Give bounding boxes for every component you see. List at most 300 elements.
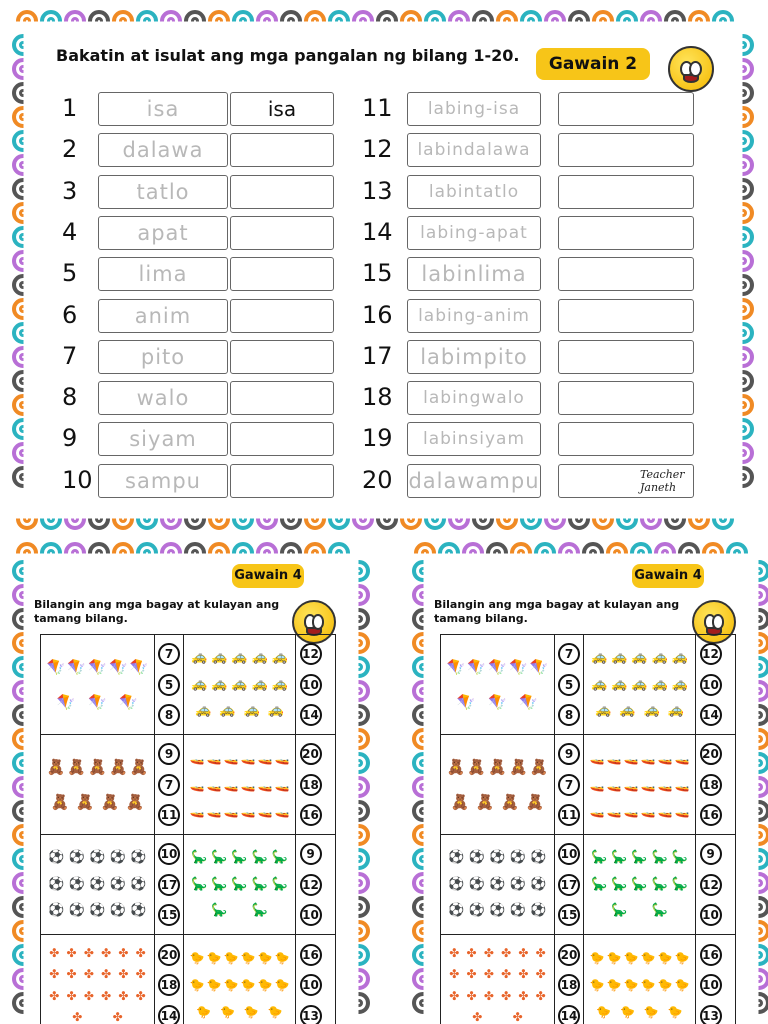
worksheet-gawain-4-left [28, 560, 346, 1024]
answer-choice-circle[interactable]: 7 [558, 774, 580, 796]
boat-icon: 🚤 [223, 750, 239, 765]
border-col-right [732, 34, 754, 506]
rainbow-arc-icon [12, 872, 34, 894]
rainbow-arc-icon [592, 508, 614, 530]
write-answer-box[interactable] [230, 257, 334, 291]
trace-word-box: labing-apat [407, 216, 541, 250]
counting-row [441, 735, 735, 835]
answer-choices [696, 835, 725, 934]
rainbow-arc-icon [726, 542, 748, 564]
boat-icon: 🚤 [189, 750, 205, 765]
border-col-left [12, 34, 34, 506]
number-label: 14 [362, 217, 393, 246]
rainbow-arc-icon [412, 848, 434, 870]
answer-choices [296, 835, 325, 934]
teddy-bear-icon: 🧸 [529, 757, 549, 776]
boat-icon: 🚤 [257, 777, 273, 792]
rainbow-arc-icon [448, 10, 470, 32]
answer-choice-circle[interactable]: 11 [158, 804, 180, 826]
rainbow-arc-icon [64, 10, 86, 32]
write-answer-box[interactable] [230, 216, 334, 250]
write-answer-box[interactable] [230, 340, 334, 374]
car-icon: 🚕 [591, 676, 608, 692]
answer-choice-circle[interactable]: 10 [300, 974, 322, 996]
duck-icon: 🐤 [240, 978, 256, 992]
fidget-spinner-icon: ✤ [466, 967, 477, 982]
fidget-spinner-icon: ✤ [483, 967, 494, 982]
rainbow-arc-icon [12, 608, 34, 630]
write-answer-box[interactable] [230, 381, 334, 415]
rainbow-arc-icon [256, 10, 278, 32]
dinosaur-icon: 🦕 [251, 903, 268, 919]
answer-choice-circle[interactable]: 16 [300, 944, 322, 966]
write-answer-box[interactable] [230, 422, 334, 456]
worksheet-gawain-2 [40, 34, 716, 508]
number-label: 2 [62, 135, 78, 164]
ball-icon: ⚽ [448, 903, 465, 919]
duck-icon: 🐤 [257, 978, 273, 992]
answer-choices [296, 935, 325, 1024]
number-label: 9 [62, 424, 78, 453]
ball-icon: ⚽ [48, 849, 65, 865]
rainbow-arc-icon [732, 154, 754, 176]
rainbow-arc-icon [412, 872, 434, 894]
answer-choice-circle[interactable]: 16 [700, 804, 722, 826]
rainbow-arc-icon [732, 466, 754, 488]
rainbow-arc-icon [748, 776, 768, 798]
ball-picture-group [441, 835, 555, 934]
rainbow-arc-icon [664, 10, 686, 32]
duck-picture-group [184, 935, 296, 1024]
trace-word-box: dalawampu [407, 464, 541, 498]
rainbow-arc-icon [112, 10, 134, 32]
rainbow-arc-icon [348, 752, 370, 774]
border-col-right [348, 560, 370, 1024]
rainbow-arc-icon [232, 10, 254, 32]
rainbow-arc-icon [12, 298, 34, 320]
duck-icon: 🐤 [220, 1005, 236, 1019]
boat-icon: 🚤 [240, 777, 256, 792]
boat-icon: 🚤 [606, 804, 622, 819]
fidget-spinner-icon: ✤ [535, 945, 546, 960]
answer-choice-circle[interactable]: 20 [700, 743, 722, 765]
duck-icon: 🐤 [240, 951, 256, 965]
teddy-bear-icon: 🧸 [500, 793, 520, 812]
ball-icon: ⚽ [130, 903, 147, 919]
fidget-spinner-icon: ✤ [83, 945, 94, 960]
rainbow-arc-icon [412, 800, 434, 822]
answer-choice-circle[interactable]: 9 [300, 843, 322, 865]
rainbow-arc-icon [328, 508, 350, 530]
answer-choice-circle[interactable]: 17 [158, 874, 180, 896]
counting-row [441, 635, 735, 735]
kite-icon: 🪁 [46, 657, 66, 676]
rainbow-arc-icon [732, 346, 754, 368]
write-answer-box[interactable] [558, 216, 694, 250]
duck-icon: 🐤 [243, 1005, 259, 1019]
duck-icon: 🐤 [189, 951, 205, 965]
rainbow-arc-icon [12, 920, 34, 942]
ball-icon: ⚽ [509, 903, 527, 919]
fidget-spinner-icon: ✤ [72, 1010, 83, 1024]
teddy-bear-picture-group [41, 735, 155, 834]
write-answer-box[interactable] [558, 340, 694, 374]
teddy-bear-icon: 🧸 [467, 757, 486, 776]
answer-choice-circle[interactable]: 12 [700, 874, 722, 896]
rainbow-arc-icon [732, 130, 754, 152]
teddy-bear-icon: 🧸 [525, 793, 545, 812]
boat-icon: 🚤 [274, 750, 290, 765]
border-col-left [412, 560, 434, 1024]
number-label: 11 [362, 94, 393, 122]
ball-icon: ⚽ [109, 903, 127, 919]
teddy-bear-icon: 🧸 [508, 757, 528, 776]
answer-choice-circle[interactable]: 5 [158, 674, 180, 696]
fidget-spinner-picture-group [441, 935, 555, 1024]
kite-icon: 🪁 [467, 657, 486, 676]
answer-choice-circle[interactable]: 18 [700, 774, 722, 796]
rainbow-arc-icon [412, 656, 434, 678]
write-answer-box[interactable] [230, 175, 334, 209]
dinosaur-picture-group [184, 835, 296, 934]
boat-icon: 🚤 [589, 804, 605, 819]
write-answer-box[interactable] [558, 133, 694, 167]
ball-icon: ⚽ [468, 849, 486, 865]
answer-choice-circle[interactable]: 9 [558, 743, 580, 765]
write-answer-box[interactable] [558, 257, 694, 291]
rainbow-arc-icon [136, 542, 158, 564]
rainbow-arc-icon [12, 656, 34, 678]
rainbow-arc-icon [520, 508, 542, 530]
rainbow-arc-icon [732, 106, 754, 128]
car-icon: 🚕 [211, 649, 228, 665]
trace-word-box: isa [98, 92, 228, 126]
rainbow-arc-icon [12, 632, 34, 654]
answer-choice-circle[interactable]: 10 [158, 843, 180, 865]
ball-icon: ⚽ [448, 849, 465, 865]
fidget-spinner-icon: ✤ [535, 988, 546, 1003]
counting-grid [40, 634, 336, 1024]
duck-icon: 🐤 [667, 1005, 683, 1019]
duck-icon: 🐤 [674, 978, 690, 992]
answer-choice-circle[interactable]: 20 [300, 743, 322, 765]
answer-choice-circle[interactable]: 8 [558, 704, 580, 726]
answer-choice-circle[interactable]: 11 [558, 804, 580, 826]
car-icon: 🚕 [643, 703, 660, 719]
dinosaur-picture-group [584, 835, 696, 934]
rainbow-arc-icon [748, 968, 768, 990]
answer-choice-circle[interactable]: 9 [158, 743, 180, 765]
dinosaur-icon: 🦕 [591, 876, 608, 892]
teddy-bear-icon: 🧸 [75, 793, 95, 812]
rainbow-arc-icon [348, 800, 370, 822]
answer-choice-circle[interactable]: 7 [158, 774, 180, 796]
rainbow-arc-icon [544, 508, 566, 530]
kite-icon: 🪁 [446, 657, 466, 676]
boat-icon: 🚤 [674, 750, 690, 765]
car-icon: 🚕 [271, 649, 288, 665]
trace-word-box: pito [98, 340, 228, 374]
rainbow-arc-icon [12, 250, 34, 272]
boat-icon: 🚤 [240, 804, 256, 819]
trace-word-box: labindalawa [407, 133, 541, 167]
rainbow-arc-icon [328, 542, 350, 564]
car-icon: 🚕 [231, 676, 248, 692]
worksheet-instruction: Bakatin at isulat ang mga pangalan ng bilang 1-20. [56, 46, 520, 65]
number-label: 4 [62, 217, 78, 246]
rainbow-arc-icon [348, 656, 370, 678]
rainbow-arc-icon [412, 728, 434, 750]
rainbow-arc-icon [748, 848, 768, 870]
ball-icon: ⚽ [489, 849, 506, 865]
ball-icon: ⚽ [89, 876, 106, 892]
rainbow-arc-icon [496, 508, 518, 530]
rainbow-arc-icon [12, 154, 34, 176]
rainbow-arc-icon [348, 728, 370, 750]
rainbow-arc-icon [12, 322, 34, 344]
rainbow-arc-icon [12, 274, 34, 296]
answer-choice-circle[interactable]: 10 [300, 674, 322, 696]
answer-choice-circle[interactable]: 15 [558, 904, 580, 926]
write-answer-box[interactable] [558, 299, 694, 333]
fidget-spinner-icon: ✤ [535, 967, 546, 982]
rainbow-arc-icon [256, 542, 278, 564]
write-answer-box[interactable] [230, 133, 334, 167]
duck-icon: 🐤 [674, 951, 690, 965]
rainbow-arc-icon [160, 508, 182, 530]
rainbow-arc-icon [582, 542, 604, 564]
rainbow-arc-icon [352, 508, 374, 530]
dinosaur-icon: 🦕 [611, 903, 628, 919]
boat-icon: 🚤 [657, 777, 673, 792]
answer-choice-circle[interactable]: 18 [300, 774, 322, 796]
rainbow-arc-icon [280, 508, 302, 530]
rainbow-arc-icon [304, 10, 326, 32]
rainbow-arc-icon [748, 680, 768, 702]
fidget-spinner-icon: ✤ [49, 967, 60, 982]
car-icon: 🚕 [667, 703, 684, 719]
rainbow-arc-icon [472, 10, 494, 32]
answer-choice-circle[interactable]: 12 [300, 874, 322, 896]
rainbow-arc-icon [88, 10, 110, 32]
answer-choice-circle[interactable]: 15 [158, 904, 180, 926]
rainbow-arc-icon [16, 508, 38, 530]
teddy-bear-icon: 🧸 [67, 757, 86, 776]
answer-choice-circle[interactable]: 12 [300, 643, 322, 665]
answer-choice-circle[interactable]: 13 [700, 1005, 722, 1024]
write-answer-box[interactable] [558, 92, 694, 126]
dinosaur-icon: 🦕 [631, 849, 648, 865]
number-label: 17 [362, 341, 393, 370]
fidget-spinner-icon: ✤ [83, 967, 94, 982]
border-row-top [16, 542, 356, 564]
rainbow-arc-icon [88, 542, 110, 564]
boat-picture-group [584, 735, 696, 834]
answer-choice-circle[interactable]: 10 [558, 843, 580, 865]
rainbow-arc-icon [12, 728, 34, 750]
dinosaur-icon: 🦕 [651, 876, 668, 892]
ball-icon: ⚽ [530, 876, 547, 892]
answer-choice-circle[interactable]: 18 [158, 974, 180, 996]
write-answer-box[interactable] [558, 381, 694, 415]
rainbow-arc-icon [472, 508, 494, 530]
boat-icon: 🚤 [206, 777, 222, 792]
ball-icon: ⚽ [130, 849, 147, 865]
dinosaur-icon: 🦕 [611, 876, 628, 892]
rainbow-arc-icon [412, 584, 434, 606]
rainbow-arc-icon [12, 968, 34, 990]
number-label: 10 [62, 465, 93, 494]
fidget-spinner-icon: ✤ [66, 945, 77, 960]
rainbow-arc-icon [678, 542, 700, 564]
rainbow-arc-icon [136, 508, 158, 530]
rainbow-arc-icon [412, 920, 434, 942]
gawain-badge: Gawain 4 [632, 564, 704, 588]
write-answer-box[interactable] [558, 175, 694, 209]
answer-choices [155, 635, 184, 734]
number-label: 13 [362, 176, 393, 205]
answer-choice-circle[interactable]: 20 [158, 944, 180, 966]
number-label: 18 [362, 383, 393, 412]
dinosaur-icon: 🦕 [231, 876, 248, 892]
write-answer-box[interactable] [230, 464, 334, 498]
counting-row [41, 935, 335, 1024]
answer-choice-circle[interactable]: 8 [158, 704, 180, 726]
rainbow-arc-icon [412, 680, 434, 702]
answer-choice-circle[interactable]: 13 [300, 1005, 322, 1024]
answer-choice-circle[interactable]: 16 [700, 944, 722, 966]
dinosaur-icon: 🦕 [271, 876, 288, 892]
rainbow-arc-icon [280, 10, 302, 32]
boat-icon: 🚤 [274, 804, 290, 819]
car-picture-group [584, 635, 696, 734]
rainbow-arc-icon [520, 10, 542, 32]
answer-choices [696, 935, 725, 1024]
fidget-spinner-icon: ✤ [118, 988, 129, 1003]
rainbow-arc-icon [438, 542, 460, 564]
answer-choice-circle[interactable]: 10 [700, 974, 722, 996]
rainbow-arc-icon [232, 542, 254, 564]
answer-choice-circle[interactable]: 20 [558, 944, 580, 966]
write-answer-box[interactable] [230, 299, 334, 333]
rainbow-arc-icon [88, 508, 110, 530]
rainbow-arc-icon [732, 322, 754, 344]
answer-choices [696, 635, 725, 734]
duck-icon: 🐤 [223, 951, 239, 965]
answer-choice-circle[interactable]: 7 [158, 643, 180, 665]
boat-icon: 🚤 [257, 804, 273, 819]
rainbow-arc-icon [640, 10, 662, 32]
rainbow-arc-icon [348, 776, 370, 798]
answer-choice-circle[interactable]: 12 [700, 643, 722, 665]
rainbow-arc-icon [412, 992, 434, 1014]
rainbow-arc-icon [184, 542, 206, 564]
ball-icon: ⚽ [68, 903, 86, 919]
rainbow-arc-icon [376, 10, 398, 32]
rainbow-arc-icon [748, 944, 768, 966]
rainbow-arc-icon [256, 508, 278, 530]
rainbow-arc-icon [448, 508, 470, 530]
rainbow-arc-icon [12, 800, 34, 822]
boat-icon: 🚤 [589, 777, 605, 792]
rainbow-arc-icon [748, 632, 768, 654]
write-answer-box[interactable]: isa [230, 92, 334, 126]
rainbow-arc-icon [412, 896, 434, 918]
rainbow-arc-icon [12, 992, 34, 1014]
rainbow-arc-icon [328, 10, 350, 32]
rainbow-arc-icon [112, 542, 134, 564]
rainbow-arc-icon [732, 442, 754, 464]
answer-choice-circle[interactable]: 14 [700, 704, 722, 726]
rainbow-arc-icon [348, 848, 370, 870]
car-icon: 🚕 [671, 649, 688, 665]
answer-choices [296, 635, 325, 734]
answer-choice-circle[interactable]: 17 [558, 874, 580, 896]
rainbow-arc-icon [12, 394, 34, 416]
trace-word-box: apat [98, 216, 228, 250]
rainbow-arc-icon [712, 10, 734, 32]
fidget-spinner-icon: ✤ [101, 967, 112, 982]
kite-icon: 🪁 [508, 657, 528, 676]
trace-word-box: anim [98, 299, 228, 333]
answer-choice-circle[interactable]: 14 [558, 1005, 580, 1024]
answer-choice-circle[interactable]: 18 [558, 974, 580, 996]
fidget-spinner-icon: ✤ [49, 945, 60, 960]
ball-icon: ⚽ [89, 849, 106, 865]
rainbow-arc-icon [12, 680, 34, 702]
answer-choice-circle[interactable]: 10 [700, 904, 722, 926]
counting-row [441, 835, 735, 935]
duck-icon: 🐤 [196, 1005, 212, 1019]
fidget-spinner-icon: ✤ [483, 945, 494, 960]
boat-icon: 🚤 [606, 777, 622, 792]
border-row-top [16, 10, 752, 32]
rainbow-arc-icon [40, 542, 62, 564]
answer-choice-circle[interactable]: 10 [300, 904, 322, 926]
trace-word-box: labinlima [407, 257, 541, 291]
answer-choice-circle[interactable]: 5 [558, 674, 580, 696]
rainbow-arc-icon [12, 584, 34, 606]
answer-choice-circle[interactable]: 16 [300, 804, 322, 826]
rainbow-arc-icon [348, 920, 370, 942]
answer-choice-circle[interactable]: 9 [700, 843, 722, 865]
rainbow-arc-icon [558, 542, 580, 564]
counting-row [41, 735, 335, 835]
rainbow-arc-icon [424, 10, 446, 32]
car-icon: 🚕 [619, 703, 636, 719]
rainbow-arc-icon [616, 508, 638, 530]
smiley-mascot-icon [668, 46, 714, 92]
teddy-bear-icon: 🧸 [88, 757, 107, 776]
answer-choice-circle[interactable]: 7 [558, 643, 580, 665]
fidget-spinner-icon: ✤ [466, 945, 477, 960]
rainbow-arc-icon [12, 848, 34, 870]
rainbow-arc-icon [352, 10, 374, 32]
write-answer-box[interactable] [558, 422, 694, 456]
rainbow-arc-icon [12, 34, 34, 56]
rainbow-arc-icon [412, 824, 434, 846]
number-label: 20 [362, 465, 393, 494]
rainbow-arc-icon [12, 824, 34, 846]
rainbow-arc-icon [348, 992, 370, 1014]
answer-choice-circle[interactable]: 14 [300, 704, 322, 726]
rainbow-arc-icon [732, 82, 754, 104]
rainbow-arc-icon [534, 542, 556, 564]
kite-icon: 🪁 [129, 657, 149, 676]
answer-choice-circle[interactable]: 14 [158, 1005, 180, 1024]
answer-choice-circle[interactable]: 10 [700, 674, 722, 696]
car-icon: 🚕 [671, 676, 688, 692]
